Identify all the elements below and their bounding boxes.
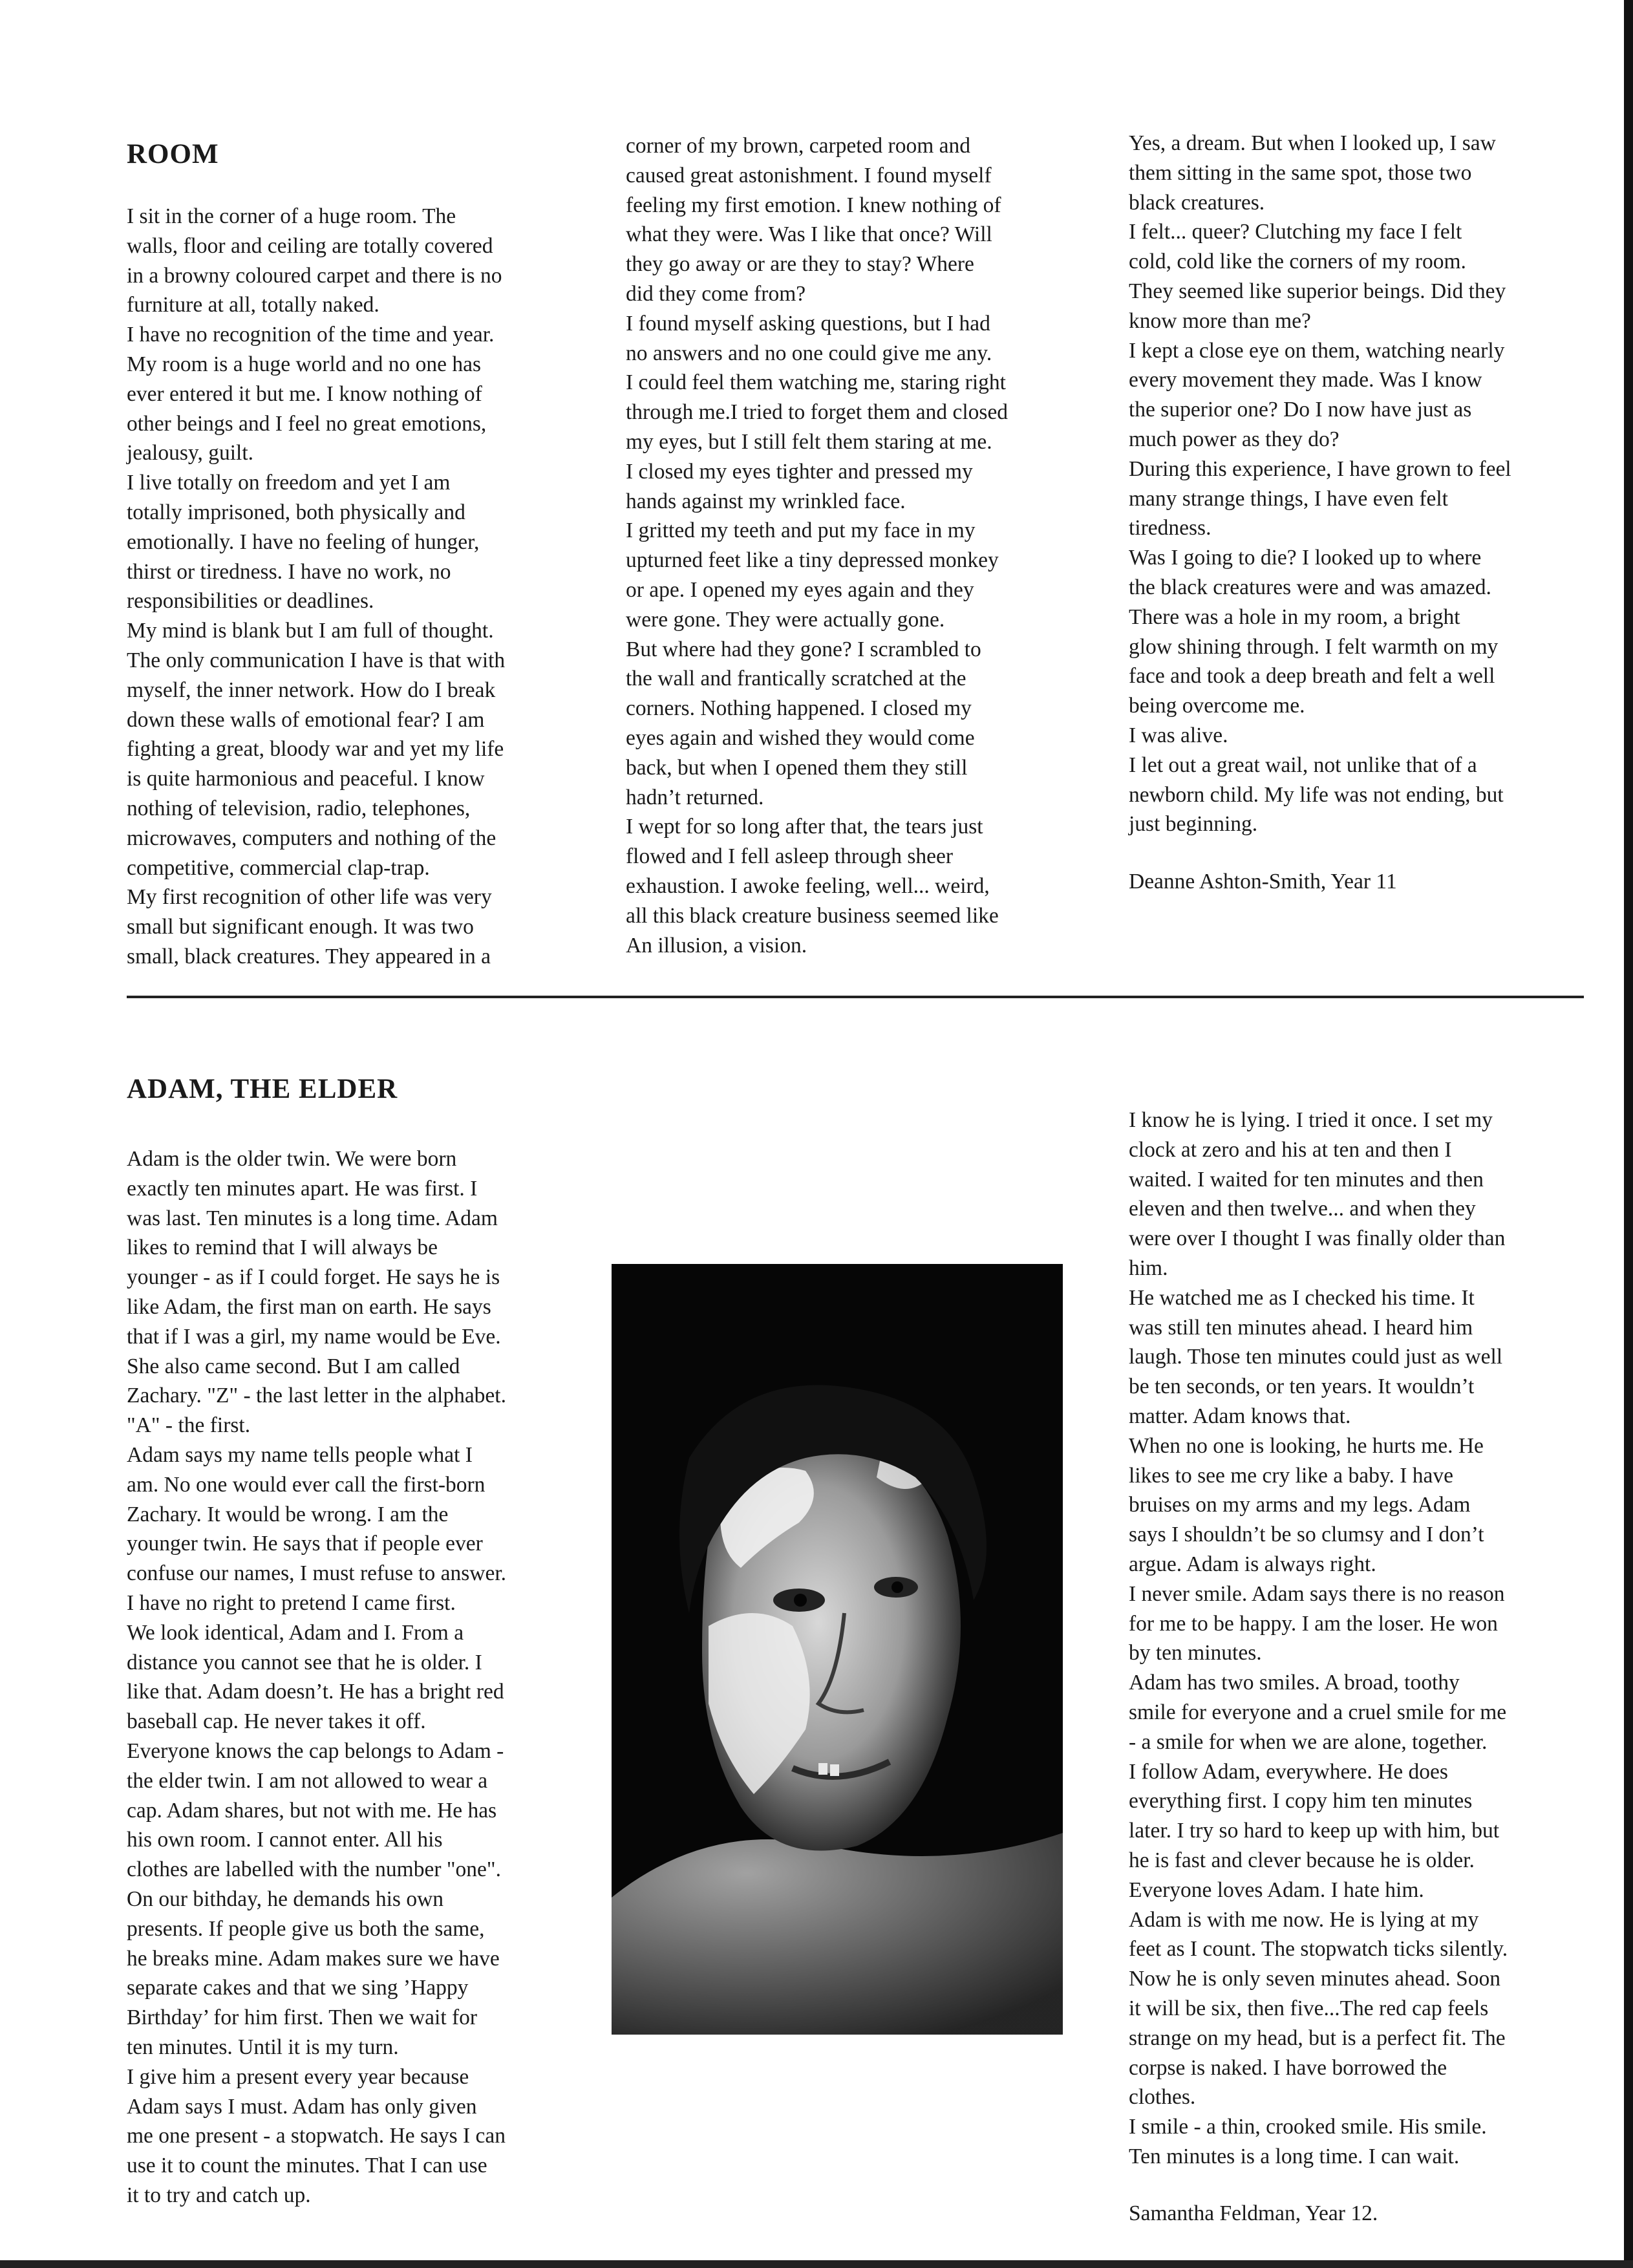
text-line: that if I was a girl, my name would be Eve. [127,1324,501,1349]
text-line: Yes, a dream. But when I looked up, I saw [1129,131,1496,155]
text-line: I could feel them watching me, staring right [626,370,1006,395]
text-line: I know he is lying. I tried it once. I set my [1129,1108,1493,1132]
adam-author: Samantha Feldman, Year 12. [1129,2201,1378,2225]
text-line: it to try and catch up. [127,2183,311,2207]
text-line: face and took a deep breath and felt a well [1129,664,1495,689]
text-line: laugh. Those ten minutes could just as well [1129,1345,1503,1369]
text-line: Birthday’ for him first. Then we wait for [127,2006,478,2030]
text-line: the elder twin. I am not allowed to wear a [127,1768,488,1793]
text-line: every movement they made. Was I know [1129,368,1482,392]
text-line: like that. Adam doesn’t. He has a bright red [127,1680,504,1704]
text-line: But where had they gone? I scrambled to [626,637,981,661]
text-line: corners. Nothing happened. I closed my [626,696,972,721]
text-line: was still ten minutes ahead. I heard him [1129,1315,1473,1340]
text-line: they go away or are they to stay? Where [626,252,974,277]
text-line: Now he is only seven minutes ahead. Soon [1129,1967,1500,1991]
text-line: Adam has two smiles. A broad, toothy [1129,1671,1460,1695]
text-line: did they come from? [626,281,806,306]
text-line: exhaustion. I awoke feeling, well... weird, [626,873,990,898]
text-line: flowed and I fell asleep through sheer [626,844,954,869]
text-line: furniture at all, totally naked. [127,293,379,317]
text-line: corner of my brown, carpeted room and [626,134,971,158]
text-line: I closed my eyes tighter and pressed my [626,459,973,484]
text-line: totally imprisoned, both physically and [127,500,465,524]
text-line: clothes are labelled with the number "one". [127,1857,501,1882]
text-line: Adam is with me now. He is lying at my [1129,1907,1479,1932]
text-line: Was I going to die? I looked up to where [1129,546,1482,570]
text-line: just beginning. [1129,812,1258,837]
text-line: younger - as if I could forget. He says he is [127,1265,500,1290]
text-line: in a browny coloured carpet and there is no [127,263,502,288]
text-line: the black creatures were and was amazed. [1129,575,1491,599]
text-line: me one present - a stopwatch. He says I can [127,2124,506,2148]
text-line: eleven and then twelve... and when they [1129,1197,1476,1221]
text-line: Ten minutes is a long time. I can wait. [1129,2144,1460,2168]
text-line: the wall and frantically scratched at the [626,667,966,691]
page-edge-shadow [1624,0,1633,2268]
text-line: black creatures. [1129,190,1265,215]
text-line: upturned feet like a tiny depressed monkey [626,548,999,573]
text-line: emotionally. I have no feeling of hunger, [127,530,480,554]
text-line: responsibilities or deadlines. [127,589,374,614]
page-bottom-edge [0,2260,1633,2268]
text-line: Zachary. "Z" - the last letter in the alphabet. [127,1384,506,1408]
text-line: They seemed like superior beings. Did they [1129,279,1506,303]
text-line: I live totally on freedom and yet I am [127,471,451,495]
text-line: younger twin. He says that if people ever [127,1532,483,1556]
text-line: I gritted my teeth and put my face in my [626,519,976,543]
text-line: I have no right to pretend I came first. [127,1590,456,1615]
text-line: his own room. I cannot enter. All his [127,1828,443,1852]
text-line: being overcome me. [1129,694,1305,718]
text-line: it will be six, then five...The red cap feels [1129,1996,1489,2020]
text-line: them sitting in the same spot, those two [1129,160,1472,185]
text-line: microwaves, computers and nothing of the [127,826,496,850]
text-line: I have no recognition of the time and year. [127,323,495,347]
text-line: by ten minutes. [1129,1641,1262,1665]
text-line: I wept for so long after that, the tears just [626,815,983,839]
text-line: separate cakes and that we sing ’Happy [127,1976,469,2000]
text-line: use it to count the minutes. That I can use [127,2154,487,2178]
portrait-photo-graphic [612,1264,1063,2035]
text-line: he breaks mine. Adam makes sure we have [127,1946,500,1971]
text-line: glow shining through. I felt warmth on my [1129,634,1499,659]
text-line: She also came second. But I am called [127,1354,460,1378]
text-line: An illusion, a vision. [626,933,807,957]
text-line: The only communication I have is that with [127,648,506,672]
text-line: matter. Adam knows that. [1129,1404,1351,1428]
text-line: I sit in the corner of a huge room. The [127,204,456,228]
text-line: for me to be happy. I am the loser. He won [1129,1611,1498,1636]
room-column-3 [1129,129,1511,839]
text-line: him. [1129,1256,1168,1280]
text-line: nothing of television, radio, telephones, [127,796,471,820]
text-line: tiredness. [1129,516,1211,540]
text-line: During this experience, I have grown to feel [1129,456,1511,481]
text-line: feeling my first emotion. I knew nothing of [626,193,1001,217]
text-line: is quite harmonious and peaceful. I know [127,767,485,791]
text-line: I let out a great wail, not unlike that of a [1129,753,1477,777]
text-line: bruises on my arms and my legs. Adam [1129,1493,1471,1517]
text-line: everything first. I copy him ten minutes [1129,1789,1473,1813]
text-line: know more than me? [1129,308,1311,333]
text-line: later. I try so hard to keep up with him, but [1129,1819,1500,1843]
text-line: My mind is blank but I am full of thought. [127,619,494,643]
text-line: clock at zero and his at ten and then I [1129,1137,1452,1162]
text-line: small, black creatures. They appeared in a [127,944,491,968]
text-line: likes to see me cry like a baby. I have [1129,1463,1453,1488]
adam-column-3 [1129,1106,1508,2172]
text-line: my eyes, but I still felt them staring at me. [626,429,992,454]
room-column-1 [127,202,505,972]
text-line: Adam says my name tells people what I [127,1442,473,1467]
text-line: likes to remind that I will always be [127,1236,438,1260]
text-line: argue. Adam is always right. [1129,1552,1376,1576]
room-column-2 [626,131,1008,960]
text-line: I give him a present every year because [127,2064,469,2089]
text-line: eyes again and wished they would come [626,725,975,750]
text-line: Adam is the older twin. We were born [127,1147,457,1171]
text-line: many strange things, I have even felt [1129,486,1448,511]
text-line: I never smile. Adam says there is no reason [1129,1581,1505,1606]
text-line: caused great astonishment. I found myself [626,163,992,187]
text-line: says I shouldn’t be so clumsy and I don’t [1129,1523,1484,1547]
text-line: When no one is looking, he hurts me. He [1129,1433,1484,1458]
text-line: distance you cannot see that he is older. I [127,1650,482,1674]
text-line: corpse is naked. I have borrowed the [1129,2055,1447,2080]
text-line: clothes. [1129,2085,1196,2110]
text-line: baseball cap. He never takes it off. [127,1709,426,1734]
text-line: no answers and no one could give me any. [626,341,992,365]
text-line: or ape. I opened my eyes again and they [626,577,974,602]
text-line: the superior one? Do I now have just as [1129,398,1472,422]
text-line: were gone. They were actually gone. [626,607,945,632]
text-line: Everyone loves Adam. I hate him. [1129,1878,1424,1902]
text-line: jealousy, guilt. [127,441,254,465]
portrait-photo [612,1264,1063,2035]
text-line: like Adam, the first man on earth. He says [127,1294,491,1319]
text-line: confuse our names, I must refuse to answer. [127,1561,507,1586]
text-line: presents. If people give us both the same, [127,1916,485,1941]
text-line: I found myself asking questions, but I had [626,311,990,336]
text-line: am. No one would ever call the first-born [127,1472,486,1497]
text-line: were over I thought I was finally older than [1129,1226,1506,1251]
text-line: myself, the inner network. How do I break [127,678,496,702]
text-line: There was a hole in my room, a bright [1129,604,1460,629]
text-line: On our bithday, he demands his own [127,1887,444,1911]
adam-title: ADAM, THE ELDER [127,1074,398,1104]
adam-column-1 [127,1144,506,2210]
text-line: I smile - a thin, crooked smile. His smile. [1129,2115,1487,2139]
text-line: Adam says I must. Adam has only given [127,2094,477,2119]
text-line: newborn child. My life was not ending, but [1129,782,1504,807]
text-line: hands against my wrinkled face. [626,489,906,513]
text-line: strange on my head, but is a perfect fit. The [1129,2026,1506,2050]
text-line: - a smile for when we are alone, together. [1129,1729,1488,1754]
text-line: I follow Adam, everywhere. He does [1129,1759,1448,1784]
text-line: I kept a close eye on them, watching nearly [1129,338,1505,363]
text-line: ten minutes. Until it is my turn. [127,2035,399,2059]
text-line: Everyone knows the cap belongs to Adam - [127,1738,504,1763]
text-line: We look identical, Adam and I. From a [127,1620,464,1645]
text-line: all this black creature business seemed like [626,903,999,928]
text-line: ever entered it but me. I know nothing of [127,381,482,406]
text-line: exactly ten minutes apart. He was first. I [127,1176,478,1201]
text-line: he is fast and clever because he is older. [1129,1848,1475,1872]
text-line: My first recognition of other life was very [127,885,492,910]
text-line: cold, cold like the corners of my room. [1129,250,1466,274]
text-line: thirst or tiredness. I have no work, no [127,559,451,584]
text-line: I felt... queer? Clutching my face I felt [1129,220,1462,244]
text-line: what they were. Was I like that once? Will [626,222,992,247]
text-line: was last. Ten minutes is a long time. Adam [127,1206,498,1230]
text-line: down these walls of emotional fear? I am [127,707,485,732]
text-line: small but significant enough. It was two [127,915,474,939]
text-line: feet as I count. The stopwatch ticks silently. [1129,1937,1508,1962]
text-line: Zachary. It would be wrong. I am the [127,1502,449,1526]
text-line: "A" - the first. [127,1413,251,1438]
section-divider [127,996,1584,998]
room-author: Deanne Ashton-Smith, Year 11 [1129,870,1397,893]
text-line: back, but when I opened them they still [626,755,968,780]
text-line: through me.I tried to forget them and closed [626,400,1009,425]
text-line: My room is a huge world and no one has [127,352,482,376]
text-line: He watched me as I checked his time. It [1129,1285,1475,1310]
text-line: I was alive. [1129,723,1228,747]
text-line: walls, floor and ceiling are totally covered [127,233,493,258]
text-line: cap. Adam shares, but not with me. He has [127,1798,497,1823]
text-line: waited. I waited for ten minutes and then [1129,1167,1484,1192]
text-line: competitive, commercial clap-trap. [127,855,430,880]
text-line: hadn’t returned. [626,785,764,809]
text-line: other beings and I feel no great emotions, [127,411,487,436]
text-line: be ten seconds, or ten years. It wouldn’t [1129,1375,1475,1399]
text-line: much power as they do? [1129,427,1339,451]
text-line: fighting a great, bloody war and yet my life [127,737,504,762]
text-line: smile for everyone and a cruel smile for me [1129,1700,1507,1724]
room-title: ROOM [127,139,219,169]
